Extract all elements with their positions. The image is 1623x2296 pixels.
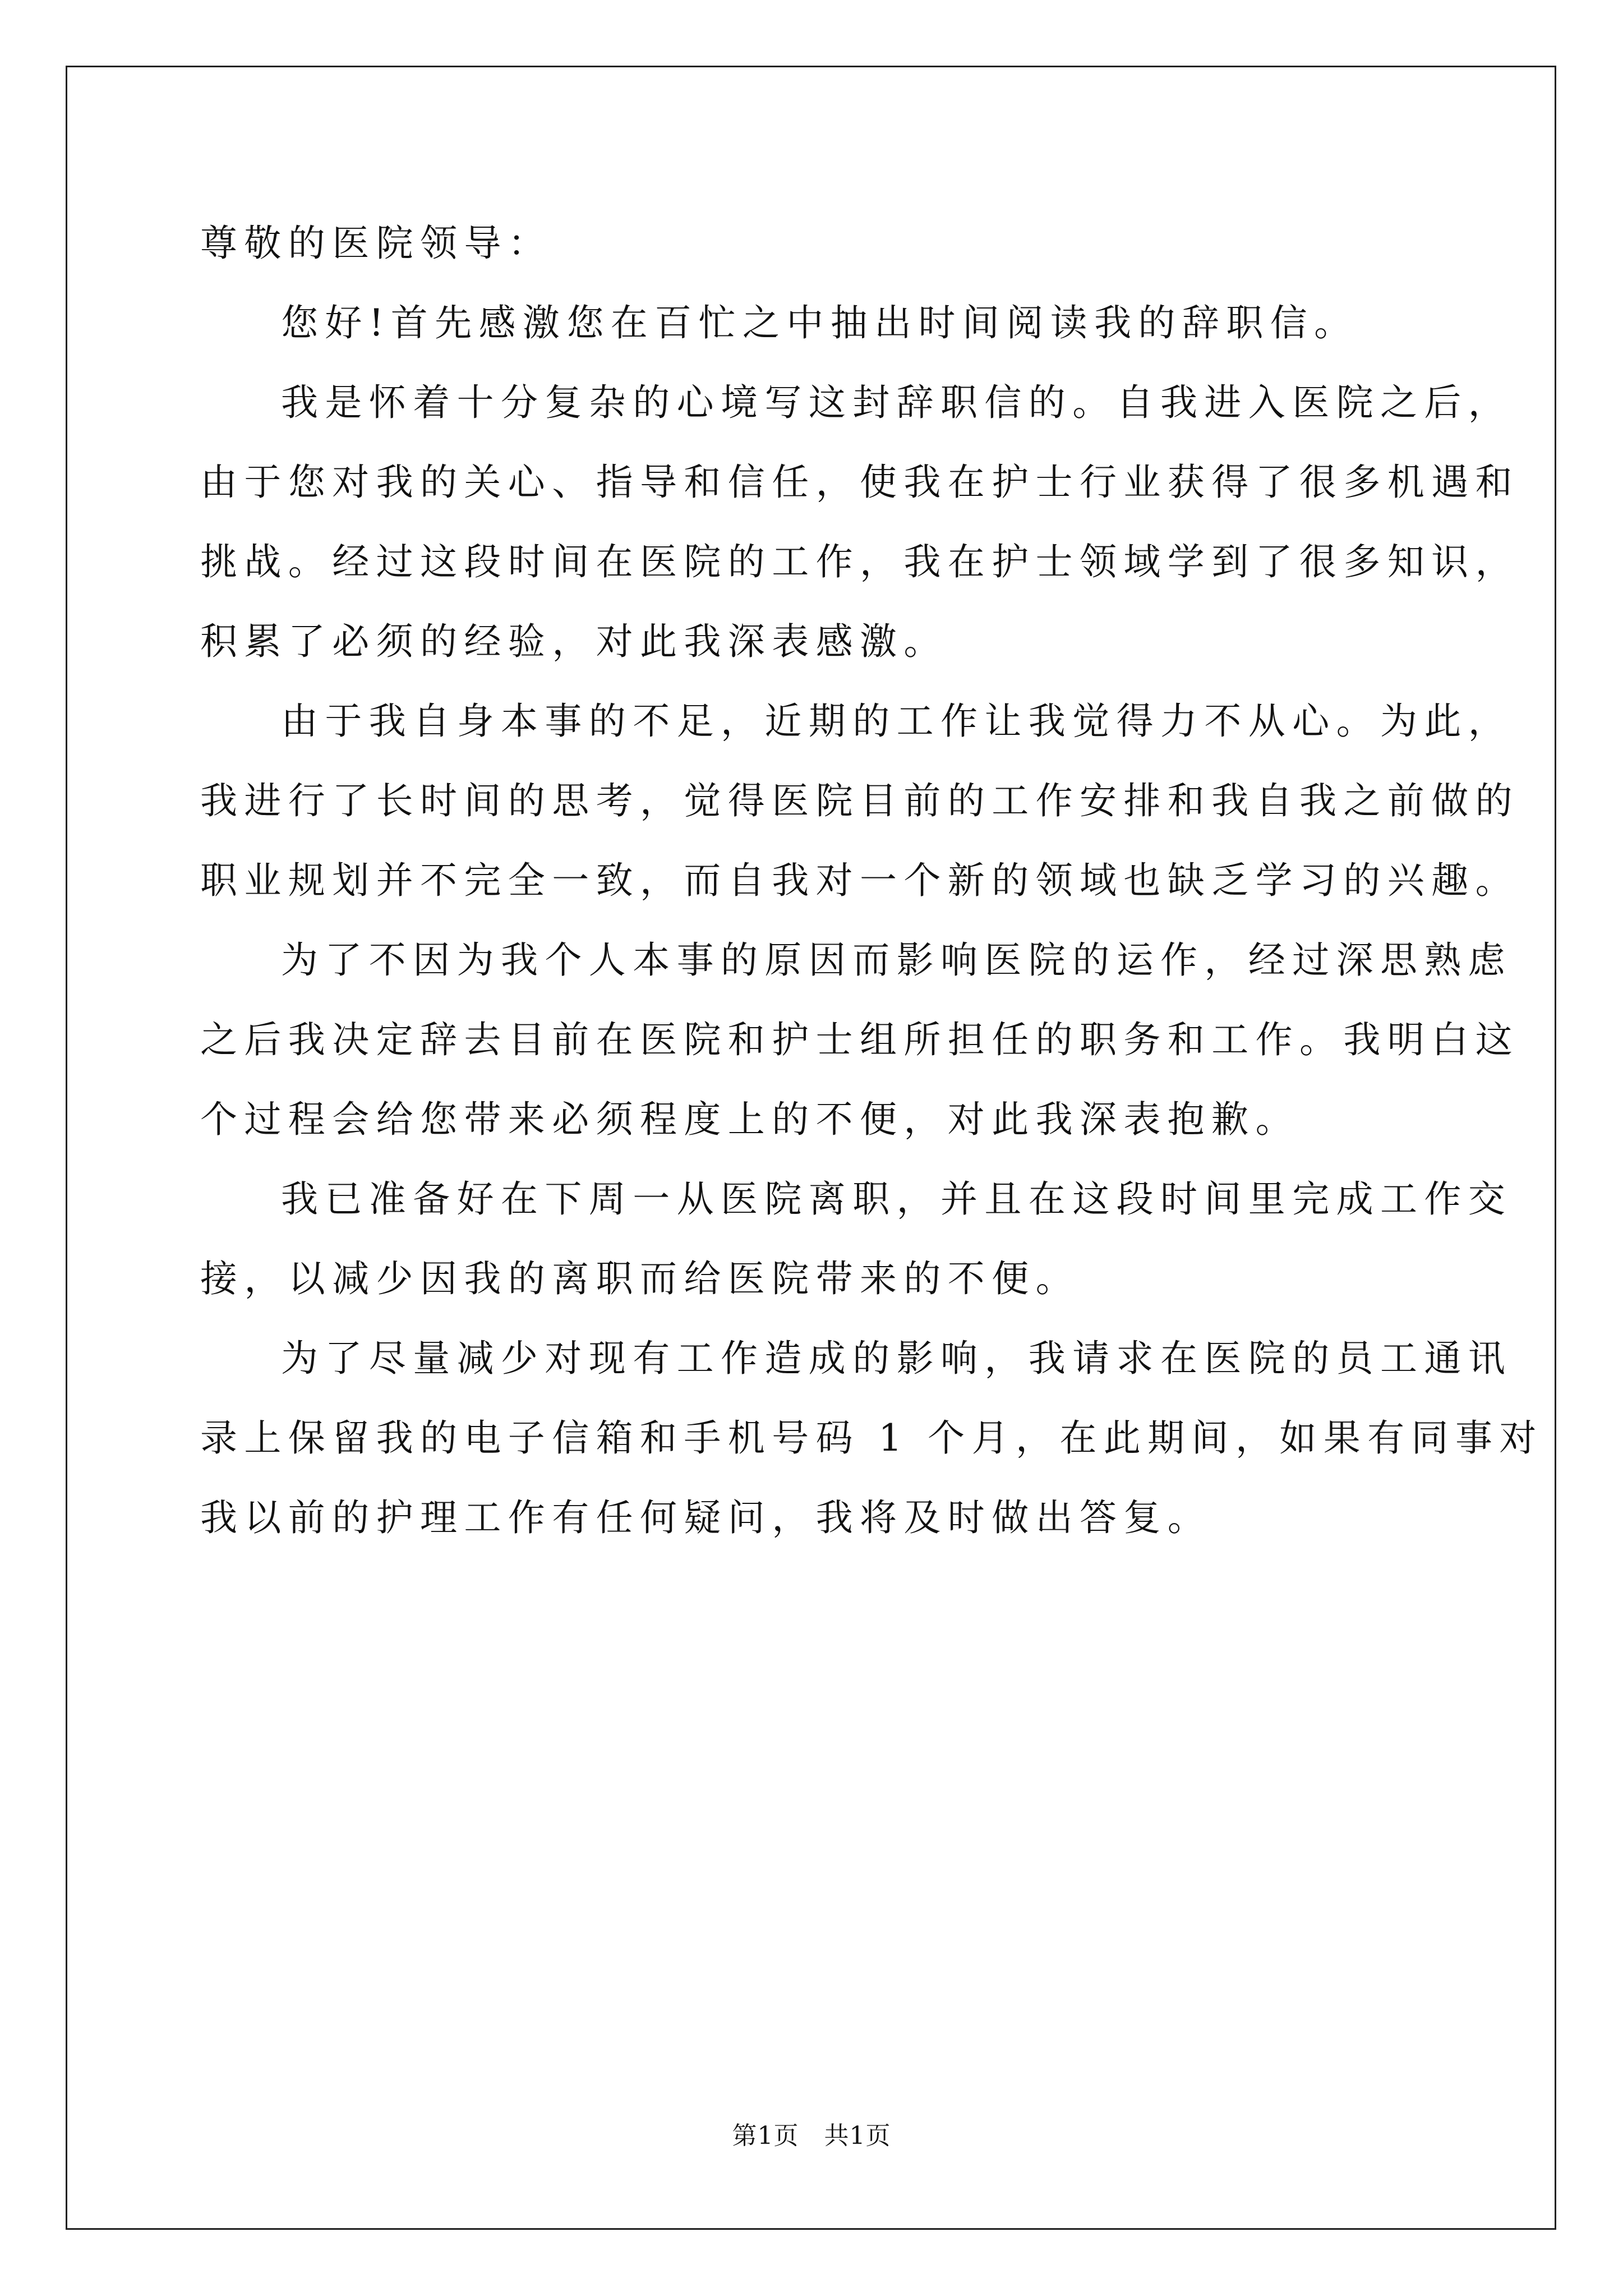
paragraph-4-line-1: 为了不因为我个人本事的原因而影响医院的运作，经过深思熟虑 xyxy=(281,938,1513,982)
paragraph-2-line-2: 由于您对我的关心、指导和信任，使我在护士行业获得了很多机遇和 xyxy=(200,461,1519,504)
paragraph-6-line-3: 我以前的护理工作有任何疑问，我将及时做出答复。 xyxy=(200,1496,1212,1539)
paragraph-2-line-4: 积累了必须的经验，对此我深表感激。 xyxy=(200,620,948,663)
paragraph-1-line-1: 您好!首先感激您在百忙之中抽出时间阅读我的辞职信。 xyxy=(281,301,1358,344)
page-number: 第1页 共1页 xyxy=(732,2122,891,2150)
paragraph-2-line-3: 挑战。经过这段时间在医院的工作，我在护士领域学到了很多知识， xyxy=(200,540,1519,583)
paragraph-4-line-3: 个过程会给您带来必须程度上的不便，对此我深表抱歉。 xyxy=(200,1098,1299,1141)
paragraph-3-line-1: 由于我自身本事的不足，近期的工作让我觉得力不从心。为此， xyxy=(281,700,1513,743)
paragraph-4-line-2: 之后我决定辞去目前在医院和护士组所担任的职务和工作。我明白这 xyxy=(200,1018,1519,1061)
paragraph-3-line-3: 职业规划并不完全一致，而自我对一个新的领域也缺乏学习的兴趣。 xyxy=(200,859,1519,902)
paragraph-6-line-2: 录上保留我的电子信箱和手机号码 1 个月，在此期间，如果有同事对 xyxy=(200,1416,1543,1460)
paragraph-5-line-1: 我已准备好在下周一从医院离职，并且在这段时间里完成工作交 xyxy=(281,1177,1513,1221)
salutation: 尊敬的医院领导： xyxy=(200,222,552,265)
paragraph-3-line-2: 我进行了长时间的思考，觉得医院目前的工作安排和我自我之前做的 xyxy=(200,779,1519,822)
paragraph-2-line-1: 我是怀着十分复杂的心境写这封辞职信的。自我进入医院之后， xyxy=(281,381,1513,424)
paragraph-6-line-1: 为了尽量减少对现有工作造成的影响，我请求在医院的员工通讯 xyxy=(281,1337,1513,1380)
paragraph-5-line-2: 接，以减少因我的离职而给医院带来的不便。 xyxy=(200,1257,1080,1300)
